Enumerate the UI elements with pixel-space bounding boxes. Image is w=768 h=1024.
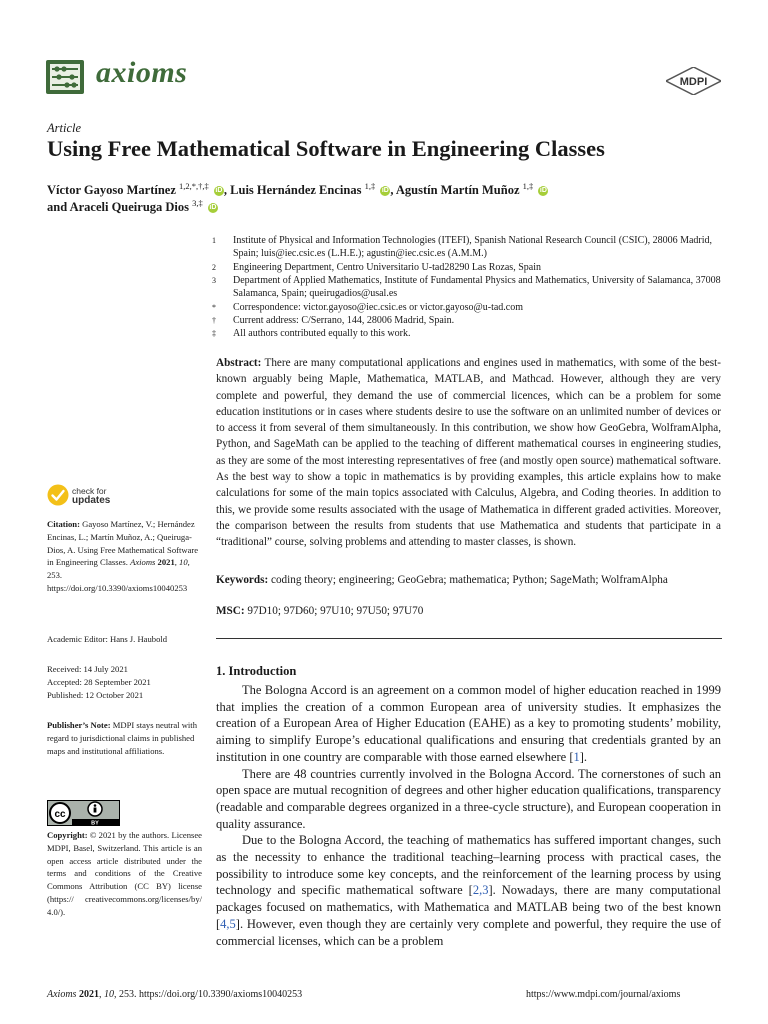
msc <box>216 605 726 617</box>
citation-text: Gayoso Martínez, V.; Hernández Encinas, L.; Martín Muñoz, A.; Queiruga-Dios, A. Using Free Mathematical Software in Engineering Classes. <box>47 519 199 568</box>
author-affil-sup: 1,‡ <box>364 181 376 191</box>
reference-link[interactable]: 2,3 <box>472 883 489 898</box>
reference-link[interactable]: 1 <box>573 749 580 764</box>
section-heading: 1. Introduction <box>216 664 297 678</box>
intro-body <box>216 682 721 949</box>
by-label: BY <box>91 820 99 826</box>
author-name: Víctor Gayoso Martínez <box>47 183 176 198</box>
axioms-logo-icon <box>46 60 84 94</box>
check-for-updates-icon[interactable] <box>47 484 69 506</box>
section-divider <box>216 638 722 639</box>
article-type: Article <box>47 121 82 135</box>
orcid-icon[interactable]: iD <box>215 187 223 195</box>
received-date: Received: 14 July 2021 <box>47 664 128 674</box>
updates-label[interactable]: updates <box>72 495 111 506</box>
orcid-icon[interactable]: iD <box>209 204 217 212</box>
copyright-label: Copyright: <box>47 830 88 840</box>
cc-by-license-icon[interactable] <box>47 800 120 826</box>
article-title: Using Free Mathematical Software in Engineering Classes <box>47 136 605 161</box>
author-line-1 <box>47 181 548 198</box>
keywords-label: Keywords: <box>216 574 269 586</box>
paragraph: The Bologna Accord is an agreement on a common model of higher education reached in 1999 that implies the creation of a common European area of university studies. It emphasizes the creation of a European Area of Higher Education (EAHE) as a key to promoting students’ mobility, aiming to simplify Europe’s educational qualifications and ensuring that credentials granted by an institution in one country are comparable with those earned elsewhere [1]. <box>216 683 721 764</box>
author-affil-sup: 1,2,*,†,‡ <box>179 181 209 191</box>
citation-journal: Axioms <box>130 557 156 568</box>
journal-name: axioms <box>96 56 188 89</box>
check-for-label[interactable]: check for <box>72 486 107 496</box>
author-name: , Luis Hernández Encinas <box>223 183 362 198</box>
author-name: , Agustín Martín Muñoz <box>390 183 520 198</box>
mdpi-logo <box>666 67 721 95</box>
author-affil-sup: 1,‡ <box>522 181 534 191</box>
msc-text: 97D10; 97D60; 97U10; 97U50; 97U70 <box>247 605 424 617</box>
abstract-text: There are many computational applications and engines used in mathematics, with some of the best-known arguably being Maple, Mathematica, MATLAB, and Mathcad. However, although they are very complete and powerful, they demand the use of commercial licences, which can be a problem for some education institutions or in cases where students desire to use the software on an unlimited number of devices or to access it from several of them simultaneously. In this contribution, we show how GeoGebra, WolframAlpha, Python, and SageMath can be applied to the teaching of different mathematical courses in engineering studies, as they are some of the most interesting representatives of free (and mostly open source) mathematical software. As the best way to show a topic in mathematics is by providing examples, this article explains how to make calculations for some of the main topics associated with Calculus, Algebra, and Coding theories. In addition to this, we provide some results associated with the usage of Mathematica in different graded activities. Moreover, the comparison between the results from students that use Mathematica and students that participate in a “traditional” course, solving problems and attending to master classes, is shown. <box>216 357 721 549</box>
keywords-text: coding theory; engineering; GeoGebra; mathematica; Python; SageMath; WolframAlpha <box>271 574 668 586</box>
copyright-text: © 2021 by the authors. Licensee MDPI, Basel, Switzerland. This article is an open access article distributed under the terms and conditions of the Creative Commons Attribution (CC BY) license (https:// creativecommons.org/licenses/by/ 4.0/). <box>47 830 202 917</box>
paragraph: Due to the Bologna Accord, the teaching of mathematics has suffered important changes, such as the necessity to enhance the traditional teaching–learning process with practical cases, the possibility to introduce some key concepts, and the reinforcement of the learning process by using technology and specific mathematical software [2,3]. Nowadays, there are many computational packages focused on mathematics, with Mathematica and MATLAB being two of the best known [4,5]. However, even though they are certainly very complete and powerful, they require the use of commercial licenses, which can be a problem <box>216 833 721 948</box>
publisher-note <box>47 719 202 757</box>
cc-label: cc <box>54 809 66 820</box>
copyright <box>47 829 202 919</box>
orcid-icon[interactable]: iD <box>381 187 389 195</box>
citation-year: 2021 <box>157 557 175 568</box>
publisher-note-text: MDPI stays neutral with regard to jurisdictional claims in published maps and institutional affiliations. <box>47 720 197 756</box>
academic-editor: Academic Editor: Hans J. Haubold <box>47 634 168 644</box>
publisher-note-label: Publisher’s Note: <box>47 720 111 730</box>
orcid-icon[interactable]: iD <box>539 187 547 195</box>
author-affil-sup: 3,‡ <box>192 198 203 208</box>
abstract-label: Abstract: <box>216 357 262 369</box>
published-date: Published: 12 October 2021 <box>47 690 144 700</box>
citation: Citation: Gayoso Martínez, V.; Hernández Encinas, L.; Martín Muñoz, A.; Queiruga-Dios, A. Using Free Mathematical Software in Engineering Classes. Axioms 2021, 10, 253. https://doi.org/10.3390/axioms10040253 <box>47 519 199 593</box>
footer-citation: Axioms 2021, 10, 253. https://doi.org/10.3390/axioms10040253 <box>47 989 303 1000</box>
citation-label: Citation: <box>47 519 80 529</box>
paragraph: There are 48 countries currently involved in the Bologna Accord. The cornerstones of such an open space are mutual recognition of degrees and other higher education qualifications, transparency (readable and comparable degrees organized in a three-cycle structure), and European cooperation in quality assurance. <box>216 766 721 831</box>
publisher-name: MDPI <box>679 76 708 88</box>
citation-volume: 10 <box>179 557 188 568</box>
reference-link[interactable]: 4,5 <box>220 916 236 931</box>
footer-journal-url[interactable]: https://www.mdpi.com/journal/axioms <box>526 989 681 1000</box>
keywords <box>216 574 726 586</box>
msc-label: MSC: <box>216 605 245 617</box>
author-line-2 <box>47 198 218 215</box>
citation-doi[interactable]: 253. https://doi.org/10.3390/axioms10040253 <box>47 570 188 593</box>
accepted-date: Accepted: 28 September 2021 <box>47 677 151 687</box>
abstract <box>216 355 721 551</box>
author-name: and Araceli Queiruga Dios <box>47 200 190 215</box>
